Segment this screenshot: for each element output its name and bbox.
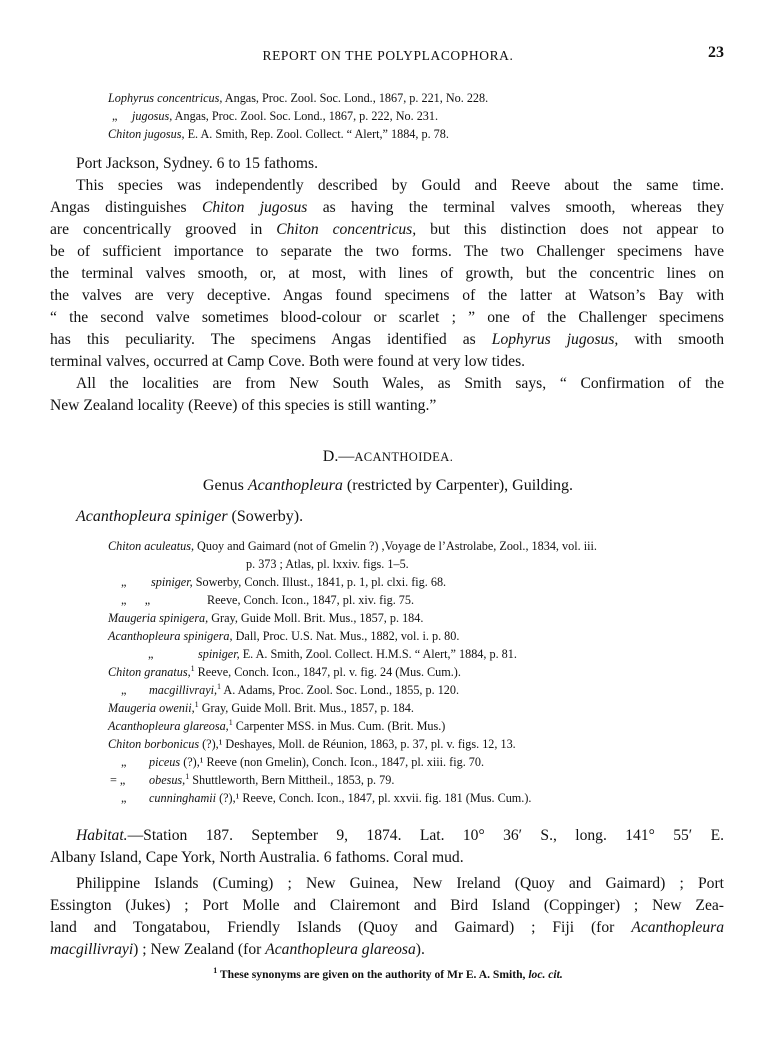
paragraph-line: be of sufficient importance to separate the two forms. The two Challenger specimens have: [50, 243, 724, 260]
synonym-line: Acanthopleura spinigera, Dall, Proc. U.S. Nat. Mus., 1882, vol. i. p. 80.: [108, 629, 460, 643]
habitat-line: Albany Island, Cape York, North Australia. 6 fathoms. Coral mud.: [50, 849, 464, 866]
synonym-line: „ „ Reeve, Conch. Icon., 1847, pl. xiv. fig. 75.: [121, 593, 415, 607]
synonym-line: „ cunninghamii (?),¹ Reeve, Conch. Icon., 1847, pl. xxvii. fig. 181 (Mus. Cum.).: [121, 791, 532, 805]
synonym-line: Acanthopleura glareosa,$^1$ Carpenter MSS. in Mus. Cum. (Brit. Mus.): [108, 717, 446, 733]
locality-paragraph-line: land and Tongatabou, Friendly Islands (Quoy and Gaimard) ; Fiji (for Acanthopleura: [50, 919, 724, 936]
synonym-line: „ spiniger, E. A. Smith, Zool. Collect. H.M.S. “ Alert,” 1884, p. 81.: [148, 647, 517, 661]
section-heading: D.—ACANTHOIDEA.: [322, 448, 454, 465]
synonym-line: Maugeria owenii,$^1$ Gray, Guide Moll. Brit. Mus., 1857, p. 184.: [108, 699, 414, 715]
paragraph-line: “ the second valve sometimes blood-colour or scarlet ; ” one of the Challenger specimens: [50, 309, 724, 326]
locality-paragraph-line: macgillivrayi) ; New Zealand (for Acanthopleura glareosa).: [50, 941, 425, 958]
running-title: REPORT ON THE POLYPLACOPHORA.: [262, 48, 514, 63]
synonym-line: Maugeria spinigera, Gray, Guide Moll. Brit. Mus., 1857, p. 184.: [108, 611, 424, 625]
synonym-line: = „ obesus,$^1$ Shuttleworth, Bern Mittheil., 1853, p. 79.: [110, 771, 395, 787]
locality-paragraph-line: Philippine Islands (Cuming) ; New Guinea, New Ireland (Quoy and Gaimard) ; Port: [76, 875, 724, 892]
paragraph-line: the terminal valves smooth, or, at most, with lines of growth, but the concentric lines on: [50, 265, 724, 282]
habitat-line: Habitat.—Station 187. September 9, 1874. Lat. 10° 36′ S., long. 141° 55′ E.: [76, 827, 724, 844]
species-heading: Acanthopleura spiniger (Sowerby).: [76, 508, 304, 525]
paragraph-line: This species was independently described by Gould and Reeve about the same time.: [76, 177, 724, 194]
locality-paragraph-line: Essington (Jukes) ; Port Molle and Clairemont and Bird Island (Coppinger) ; New Zea-: [50, 897, 724, 914]
synonym-line: „ jugosus, Angas, Proc. Zool. Soc. Lond., 1867, p. 222, No. 231.: [112, 109, 439, 123]
synonym-line: „ spiniger, Sowerby, Conch. Illust., 1841, p. 1, pl. clxi. fig. 68.: [121, 575, 447, 589]
paragraph-line: are concentrically grooved in Chiton concentricus, but this distinction does not appear to: [50, 221, 724, 238]
synonym-line: „ macgillivrayi,$^1$ A. Adams, Proc. Zool. Soc. Lond., 1855, p. 120.: [121, 681, 460, 697]
genus-heading: Genus Acanthopleura (restricted by Carpenter), Guilding.: [202, 477, 574, 494]
footnote: $^1$ These synonyms are given on the authority of Mr E. A. Smith, loc. cit.: [213, 966, 563, 981]
paragraph-line: Angas distinguishes Chiton jugosus as having the terminal valves smooth, whereas they: [50, 199, 724, 216]
synonym-line: Lophyrus concentricus, Angas, Proc. Zool. Soc. Lond., 1867, p. 221, No. 228.: [108, 91, 489, 105]
running-head: [0, 44, 776, 66]
page-number: 23: [708, 44, 724, 61]
synonym-line: Chiton granatus,$^1$ Reeve, Conch. Icon., 1847, pl. v. fig. 24 (Mus. Cum.).: [108, 663, 461, 679]
paragraph-line: All the localities are from New South Wales, as Smith says, “ Confirmation of the: [76, 375, 724, 392]
paragraph-line: New Zealand locality (Reeve) of this species is still wanting.”: [50, 397, 437, 414]
paragraph-line: terminal valves, occurred at Camp Cove. Both were found at very low tides.: [50, 353, 526, 370]
synonym-line: „ piceus (?),¹ Reeve (non Gmelin), Conch. Icon., 1847, pl. xiii. fig. 70.: [121, 755, 485, 769]
locality-line: Port Jackson, Sydney. 6 to 15 fathoms.: [76, 155, 318, 172]
synonym-line: Chiton jugosus, E. A. Smith, Rep. Zool. Collect. “ Alert,” 1884, p. 78.: [108, 127, 449, 141]
synonym-line: Chiton aculeatus, Quoy and Gaimard (not of Gmelin ?) ,Voyage de l’Astrolabe, Zool., 1834, vol. iii.: [108, 539, 597, 553]
paragraph-line: has this peculiarity. The specimens Angas identified as Lophyrus jugosus, with smooth: [50, 331, 725, 348]
paragraph-line: the valves are very deceptive. Angas found specimens of the latter at Watson’s Bay with: [50, 287, 724, 304]
synonym-line: p. 373 ; Atlas, pl. lxxiv. figs. 1–5.: [246, 557, 409, 571]
synonym-line: Chiton borbonicus (?),¹ Deshayes, Moll. de Réunion, 1863, p. 37, pl. v. figs. 12, 13.: [108, 737, 516, 751]
